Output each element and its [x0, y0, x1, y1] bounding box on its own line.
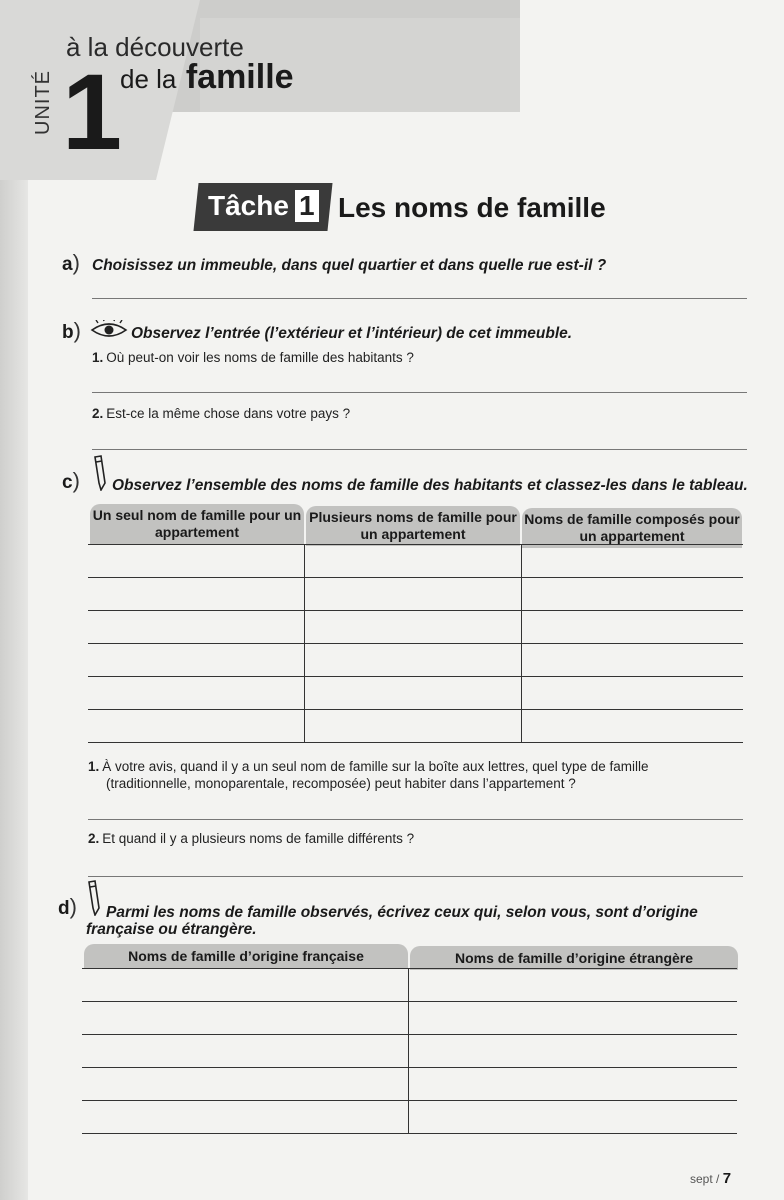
page-number: 7: [722, 1170, 732, 1187]
table-c-header-1: [90, 504, 304, 544]
unit-number: 1: [62, 51, 119, 172]
table-d-header-1: [84, 944, 408, 968]
letter-c: c: [62, 472, 73, 493]
answer-line-c1[interactable]: [88, 819, 743, 820]
table-cell[interactable]: [82, 1101, 409, 1134]
answer-line-b2[interactable]: [92, 449, 747, 450]
page-separator: /: [716, 1172, 720, 1186]
section-c-sub2: [88, 831, 414, 846]
table-cell[interactable]: [88, 644, 305, 677]
sub-number: 2.: [88, 831, 100, 846]
header-text: Noms de famille composés pour un appartement: [524, 511, 740, 544]
table-cell[interactable]: [409, 1002, 738, 1035]
page-edge-shadow: [0, 0, 28, 1200]
task-word: Tâche: [208, 190, 289, 221]
table-row: [82, 1035, 737, 1068]
table-c-header-2: [306, 506, 520, 546]
table-row: [88, 710, 743, 743]
table-row: [88, 611, 743, 644]
table-row: [88, 578, 743, 611]
sub-number: 1.: [88, 759, 100, 774]
task-label: [208, 190, 319, 222]
table-c-header-3: [522, 508, 742, 548]
table-cell[interactable]: [522, 578, 744, 611]
header-text: Noms de famille d’origine française: [128, 947, 364, 964]
unit-title-line2: [120, 58, 294, 97]
section-b-sub2: [92, 406, 350, 421]
table-cell[interactable]: [305, 677, 522, 710]
section-d-letter: [58, 894, 77, 920]
unit-title-big: famille: [185, 58, 294, 96]
section-c-sub1-line1: [88, 759, 649, 774]
table-cell[interactable]: [305, 710, 522, 743]
answer-line-c2[interactable]: [88, 876, 743, 877]
section-b-question: Observez l’entrée (l’extérieur et l’intérieur) de cet immeuble.: [131, 325, 573, 342]
page-footer: [690, 1170, 731, 1187]
unit-title-small: de la: [120, 64, 177, 94]
table-cell[interactable]: [305, 578, 522, 611]
table-cell[interactable]: [82, 969, 409, 1002]
letter-a: a: [62, 254, 73, 275]
table-c: [88, 544, 743, 743]
table-cell[interactable]: [305, 611, 522, 644]
table-cell[interactable]: [82, 1002, 409, 1035]
eye-icon: [90, 320, 128, 340]
paren-d: ): [69, 894, 77, 919]
unit-label: UNITÉ: [32, 70, 54, 135]
table-cell[interactable]: [522, 644, 744, 677]
section-d-question-line1: Parmi les noms de famille observés, écrivez ceux qui, selon vous, sont d’origine: [106, 904, 698, 921]
section-a-letter: [62, 250, 80, 276]
table-row: [82, 1002, 737, 1035]
table-cell[interactable]: [305, 545, 522, 578]
table-cell[interactable]: [522, 545, 744, 578]
pencil-icon: [92, 455, 110, 491]
table-d-header-2: [410, 946, 738, 970]
letter-d: d: [58, 898, 70, 919]
header-text: Un seul nom de famille pour un appartement: [92, 507, 302, 540]
section-b-letter: [62, 318, 81, 344]
table-cell[interactable]: [522, 677, 744, 710]
table-cell[interactable]: [88, 677, 305, 710]
table-cell[interactable]: [409, 1035, 738, 1068]
table-cell[interactable]: [88, 611, 305, 644]
sub-number: 1.: [92, 350, 104, 365]
section-a-question: Choisissez un immeuble, dans quel quartier et dans quelle rue est-il ?: [92, 257, 607, 274]
page-word: sept: [690, 1172, 713, 1186]
task-number: 1: [295, 190, 319, 222]
section-d-question-line2: française ou étrangère.: [86, 921, 257, 938]
pencil-icon: [86, 880, 104, 916]
section-c-sub1-line2: (traditionnelle, monoparentale, recomposée) peut habiter dans l’appartement ?: [106, 776, 576, 791]
answer-line-b1[interactable]: [92, 392, 747, 393]
table-cell[interactable]: [522, 611, 744, 644]
unit-title-line1: à la découverte: [66, 32, 244, 62]
sub-text: Est-ce la même chose dans votre pays ?: [106, 406, 351, 421]
sub-text: Où peut-on voir les noms de famille des habitants ?: [106, 350, 414, 365]
table-cell[interactable]: [88, 710, 305, 743]
answer-line-a[interactable]: [92, 298, 747, 299]
table-cell[interactable]: [82, 1035, 409, 1068]
table-row: [82, 969, 737, 1002]
table-d: [82, 968, 737, 1134]
table-row: [82, 1068, 737, 1101]
table-row: [88, 644, 743, 677]
table-cell[interactable]: [409, 1068, 738, 1101]
table-cell[interactable]: [305, 644, 522, 677]
sub-text: Et quand il y a plusieurs noms de famille différents ?: [102, 831, 415, 846]
task-title: Les noms de famille: [338, 192, 606, 223]
section-c-letter: [62, 468, 80, 494]
table-cell[interactable]: [88, 578, 305, 611]
table-cell[interactable]: [88, 545, 305, 578]
paren-b: ): [73, 318, 81, 343]
table-cell[interactable]: [82, 1068, 409, 1101]
paren-c: ): [72, 468, 80, 493]
sub-text: À votre avis, quand il y a un seul nom de famille sur la boîte aux lettres, quel type de famille: [102, 759, 649, 774]
table-cell[interactable]: [409, 969, 738, 1002]
table-cell[interactable]: [522, 710, 744, 743]
table-row: [82, 1101, 737, 1134]
header-text: Noms de famille d’origine étrangère: [454, 949, 694, 966]
table-row: [88, 545, 743, 578]
table-cell[interactable]: [409, 1101, 738, 1134]
section-b-sub1: [92, 350, 414, 365]
section-c-question: Observez l’ensemble des noms de famille des habitants et classez-les dans le tableau.: [112, 477, 748, 494]
paren-a: ): [72, 250, 80, 275]
letter-b: b: [62, 322, 74, 343]
table-row: [88, 677, 743, 710]
header-text: Plusieurs noms de famille pour un appartement: [309, 509, 517, 542]
sub-number: 2.: [92, 406, 104, 421]
